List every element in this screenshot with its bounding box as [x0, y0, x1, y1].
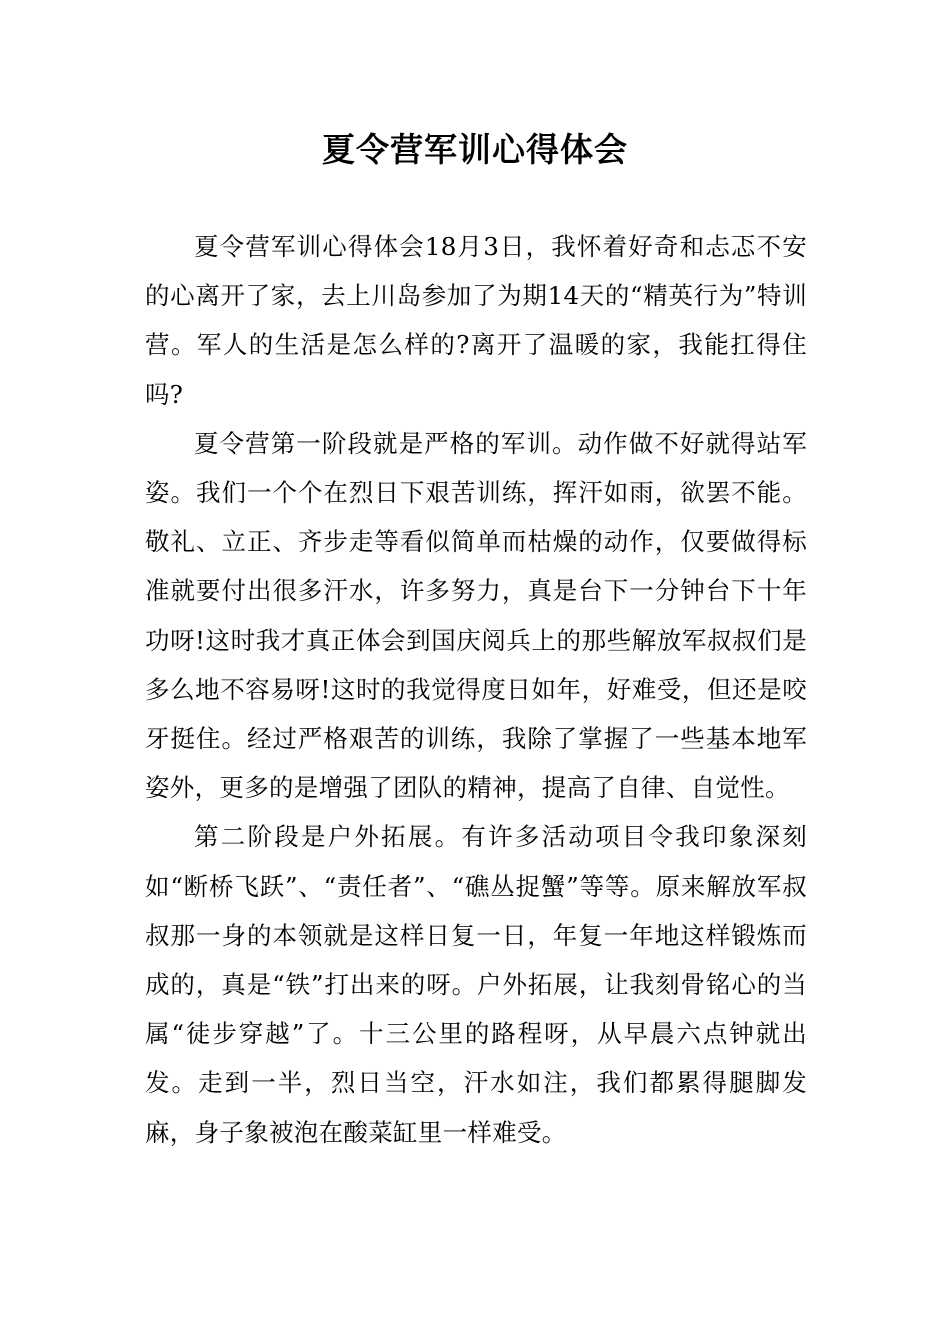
paragraph-3: 第二阶段是户外拓展。有许多活动项目令我印象深刻如“断桥飞跃”、“责任者”、“礁丛捉蟹”等等。原来解放军叔叔那一身的本领就是这样日复一日，年复一年地这样锻炼而成的，真是“铁”打出来的呀。户外拓展，让我刻骨铭心的当属“徒步穿越”了。十三公里的路程呀，从早晨六点钟就出发。走到一半，烈日当空，汗水如注，我们都累得腿脚发麻，身子象被泡在酸菜缸里一样难受。 [145, 822, 807, 1147]
document-body [145, 222, 807, 1157]
document-title: 夏令营军训心得体会 [322, 130, 628, 169]
paragraph-2: 夏令营第一阶段就是严格的军训。动作做不好就得站军姿。我们一个个在烈日下艰苦训练，挥汗如雨，欲罢不能。敬礼、立正、齐步走等看似简单而枯燥的动作，仅要做得标准就要付出很多汗水，许多努力，真是台下一分钟台下十年功呀!这时我才真正体会到国庆阅兵上的那些解放军叔叔们是多么地不容易呀!这时的我觉得度日如年，好难受，但还是咬牙挺住。经过严格艰苦的训练，我除了掌握了一些基本地军姿外，更多的是增强了团队的精神，提高了自律、自觉性。 [145, 428, 807, 803]
paragraph-1: 夏令营军训心得体会18月3日，我怀着好奇和忐忑不安的心离开了家，去上川岛参加了为期14天的“精英行为”特训营。军人的生活是怎么样的?离开了温暖的家，我能扛得住吗? [145, 232, 807, 409]
